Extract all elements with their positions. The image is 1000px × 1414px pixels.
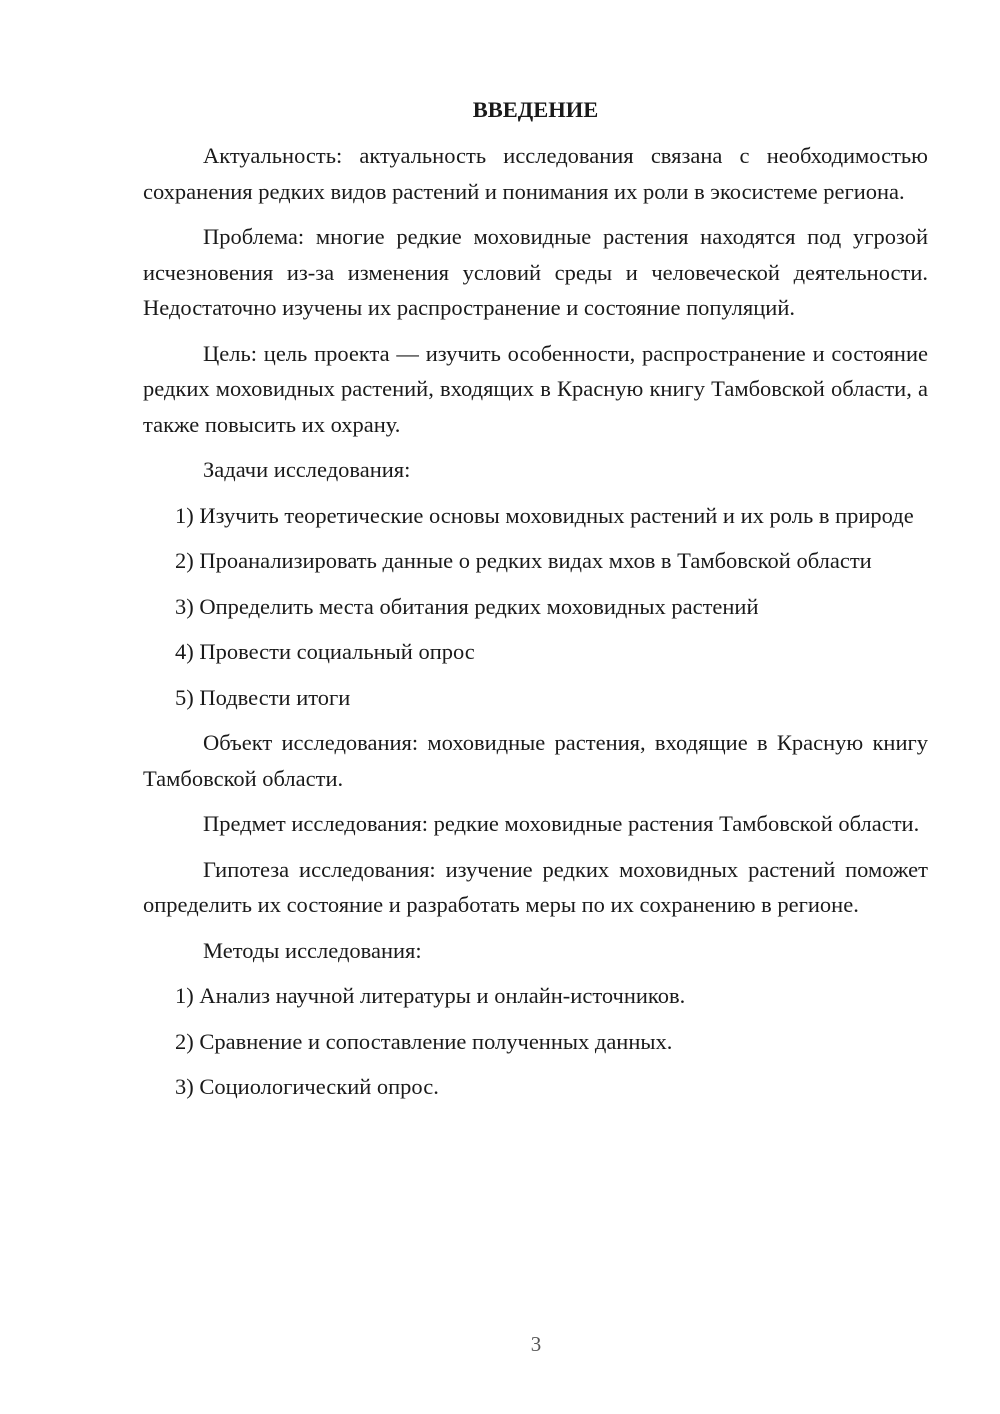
method-item: 2) Сравнение и сопоставление полученных данных. — [175, 1028, 673, 1054]
relevance-paragraph: Актуальность: актуальность исследования связана с необходимостью сохранения редких видов растений и понимания их роли в экосистеме региона. — [143, 143, 928, 204]
subject-paragraph: Предмет исследования: редкие моховидные растения Тамбовской области. — [203, 811, 920, 836]
problem-paragraph: Проблема: многие редкие моховидные растения находятся под угрозой исчезновения из-за изменения условий среды и человеческой деятельности. Недостаточно изучены их распространение и состояние популяций. — [143, 224, 928, 320]
hypothesis-paragraph: Гипотеза исследования: изучение редких моховидных растений поможет определить их состояние и разработать меры по их сохранению в регионе. — [143, 856, 928, 917]
document-page — [143, 92, 928, 1115]
task-item: 1) Изучить теоретические основы моховидных растений и их роль в природе — [175, 502, 914, 528]
method-item: 1) Анализ научной литературы и онлайн-источников. — [175, 983, 686, 1008]
page-number: 3 — [530, 1332, 542, 1356]
task-item: 3) Определить места обитания редких моховидных растений — [175, 593, 759, 619]
tasks-heading: Задачи исследования: — [203, 457, 411, 482]
section-title: ВВЕДЕНИЕ — [472, 97, 599, 122]
methods-heading: Методы исследования: — [203, 937, 422, 963]
task-item: 4) Провести социальный опрос — [175, 639, 475, 664]
task-item: 5) Подвести итоги — [175, 684, 351, 710]
object-paragraph: Объект исследования: моховидные растения, входящие в Красную книгу Тамбовской области. — [143, 730, 928, 791]
task-item: 2) Проанализировать данные о редких видах мхов в Тамбовской области — [175, 548, 872, 573]
goal-paragraph: Цель: цель проекта — изучить особенности, распространение и состояние редких моховидных растений, входящих в Красную книгу Тамбовской области, а также повысить их охрану. — [143, 340, 928, 437]
method-item: 3) Социологический опрос. — [175, 1074, 439, 1099]
